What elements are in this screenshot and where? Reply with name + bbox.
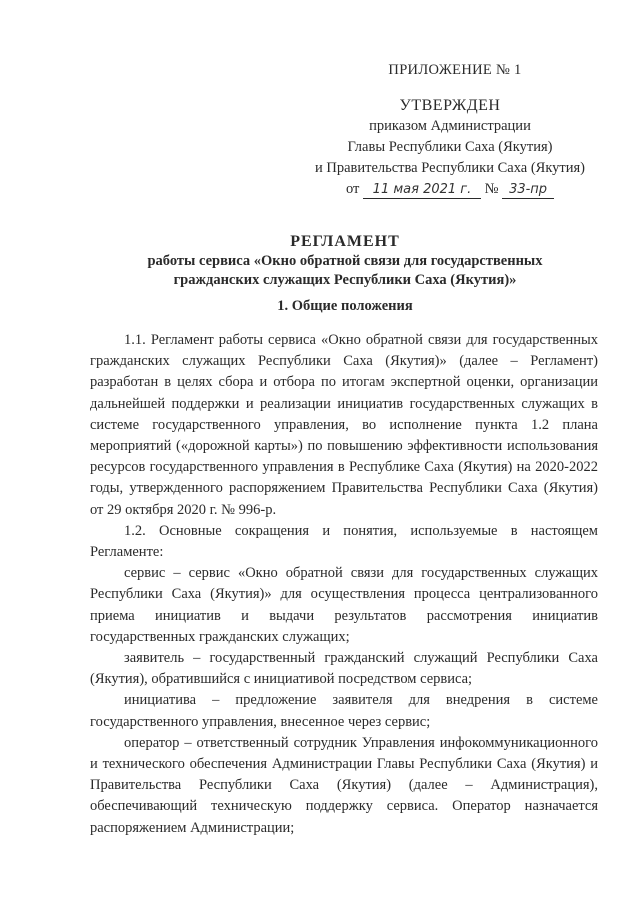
definition-initiative: инициатива – предложение заявителя для внедрения в системе государственного управления, внесенное через сервис; <box>90 692 598 730</box>
title-main: РЕГЛАМЕНТ <box>290 233 400 250</box>
definition-service: сервис – сервис «Окно обратной связи для государственных служащих Республики Саха (Якутия)» для осуществления процесса централизованного приема инициатив и выдачи результатов рассмотрения инициатив государственных гражданских служащих; <box>90 565 598 645</box>
approval-block <box>300 60 600 200</box>
annex-label: ПРИЛОЖЕНИЕ № 1 <box>388 62 522 78</box>
title-line-2: гражданских служащих Республики Саха (Якутия)» <box>173 272 517 288</box>
number-label: № <box>484 181 499 197</box>
handwritten-date: 11 мая 2021 г. <box>363 182 481 199</box>
definition-applicant: заявитель – государственный гражданский служащий Республики Саха (Якутия), обратившийся с инициативой посредством сервиса; <box>90 650 598 688</box>
approval-line-2: Главы Республики Саха (Якутия) <box>347 139 553 155</box>
title-line-1: работы сервиса «Окно обратной связи для государственных <box>147 253 543 269</box>
paragraph-1-1: 1.1. Регламент работы сервиса «Окно обратной связи для государственных гражданских служащих Республики Саха (Якутия)» (далее – Регламент) разработан в целях сбора и отбора по итогам экспертной оценки, организации дальнейшей поддержки и реализации инициатив государственных служащих в системе государственного управления, во исполнение пункта 1.2 плана мероприятий («дорожной карты») по повышению эффективности использования ресурсов государственного управления в Республике Саха (Якутия) на 2020-2022 годы, утвержденного распоряжением Правительства Республики Саха (Якутия) от 29 октября 2020 г. № 996-р. <box>90 332 598 518</box>
order-row <box>300 179 600 200</box>
body-text <box>90 330 598 839</box>
handwritten-number: 33-пр <box>502 182 554 199</box>
definition-operator: оператор – ответственный сотрудник Управления инфокоммуникационного и технического обеспечения Администрации Главы Республики Саха (Якутия) и Правительства Республики Саха (Якутия) (далее – Администрация), обеспечивающий техническую поддержку сервиса. Оператор назначается распоряжением Администрации; <box>90 734 598 836</box>
approval-line-3: и Правительства Республики Саха (Якутия) <box>314 160 586 176</box>
approved-label: УТВЕРЖДЕН <box>399 97 501 114</box>
from-label: от <box>345 181 360 197</box>
paragraph-1-2: 1.2. Основные сокращения и понятия, используемые в настоящем Регламенте: <box>90 522 598 561</box>
section-heading: 1. Общие положения <box>277 298 413 314</box>
approval-line-1: приказом Администрации <box>369 118 531 134</box>
document-title <box>90 232 600 290</box>
